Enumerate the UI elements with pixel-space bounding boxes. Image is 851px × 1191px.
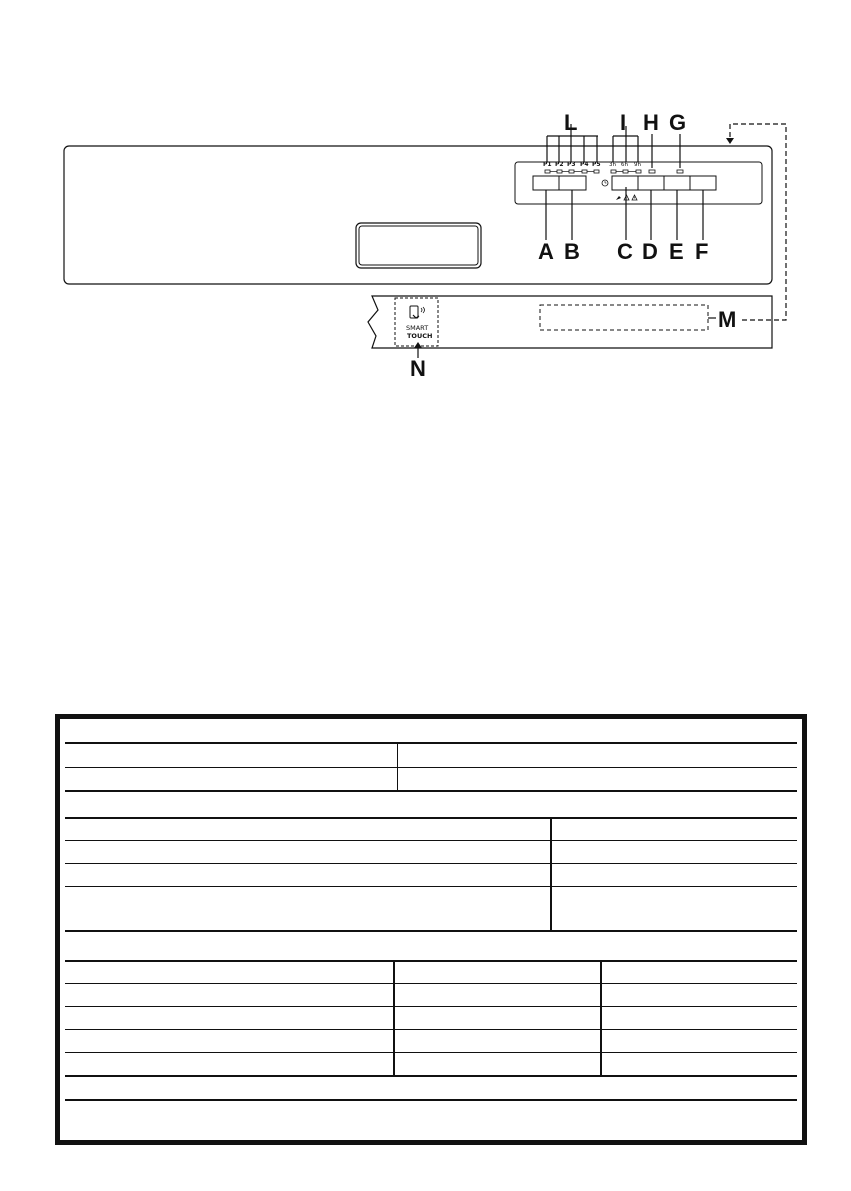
door-strip-outline [368,296,772,348]
table-divider [550,819,552,930]
arrow-head-up [414,342,422,348]
led-p5 [594,170,599,173]
specification-table [55,714,807,1145]
led-3h [611,170,616,173]
table-divider [397,744,398,790]
led-6h [623,170,628,173]
callout-g: G [669,110,687,135]
program-leds [543,161,601,173]
table-rule [65,886,797,887]
table-rule [65,1075,797,1077]
arrow-head-down [726,138,734,144]
table-rule [65,1052,797,1053]
led-9h [636,170,641,173]
table-rule [65,840,797,841]
button-a[interactable] [533,176,559,190]
display-area-m [540,305,708,330]
led-label-6h: 6h [621,162,628,168]
table-rule [65,1099,797,1101]
callout-c: C [617,239,633,264]
salt-refill-icon [616,196,621,200]
callout-n: N [410,356,426,381]
table-rule [65,767,797,768]
table-divider [393,962,395,1075]
callout-d: D [642,239,658,264]
callout-f: F [695,239,709,264]
button-f[interactable] [690,176,716,190]
callout-bottom-leaders [546,187,703,240]
led-g [677,170,683,173]
table-rule [65,790,797,792]
led-p4 [582,170,587,173]
led-p2 [557,170,562,173]
table-divider [600,962,602,1075]
callout-b: B [564,239,580,264]
button-d[interactable] [638,176,664,190]
table-rule [65,863,797,864]
button-e[interactable] [664,176,690,190]
button-c[interactable] [612,176,638,190]
led-label-p2: P2 [555,161,564,168]
callout-m-dashed-link [730,124,786,320]
led-p1 [545,170,550,173]
led-label-p4: P4 [580,161,589,168]
table-rule [65,1029,797,1030]
led-label-p3: P3 [567,161,576,168]
table-rule [65,983,797,984]
display-window-inner [359,226,478,265]
led-p3 [569,170,574,173]
callout-h: H [643,110,659,135]
display-window-outer [356,223,481,268]
callout-m: M [718,307,737,332]
led-label-9h: 9h [634,162,641,168]
led-label-p5: P5 [592,161,601,168]
table-rule [65,742,797,744]
smart-touch-line2: TOUCH [407,332,433,340]
delay-leds [609,162,641,173]
led-label-3h: 3h [609,162,616,168]
callout-l: L [564,110,578,135]
table-rule [65,930,797,932]
table-rule [65,1006,797,1007]
led-label-p1: P1 [543,161,552,168]
table-rule [65,960,797,962]
control-panel-outline [64,146,772,284]
clock-icon [602,180,608,186]
button-b[interactable] [559,176,586,190]
led-h [649,170,655,173]
smart-touch-line1: SMART [406,324,429,332]
smartphone-nfc-icon [410,306,425,318]
callout-a: A [538,239,554,264]
callout-i: I [620,110,627,135]
callout-e: E [669,239,684,264]
warning-icon [632,195,637,200]
table-rule [65,817,797,819]
